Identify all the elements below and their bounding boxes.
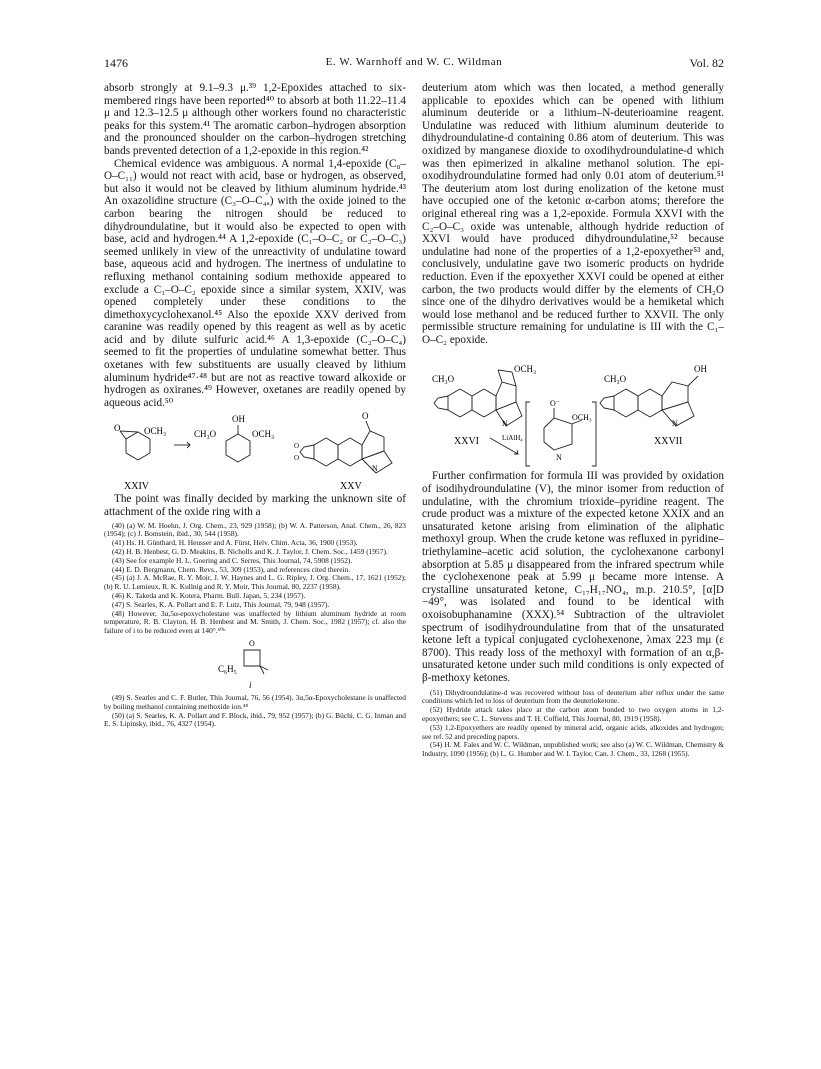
reagent-lialh4: LiAlH₄ (502, 434, 523, 443)
intermediate-o-minus: O⁻ (550, 399, 560, 409)
volume-label: Vol. 82 (689, 56, 724, 70)
footnote-54: (54) H. M. Fales and W. C. Wildman, unpublished work; see also (a) W. C. Wildman, Chemistry & Industry, 1090 (1956); (b) L. G. Humber and W. I. Taylor, Can. J. Chem., 33, 1268 (1955). (422, 740, 724, 759)
footnote-52: (52) Hydride attack takes place at the carbon atom bonded to two oxygen atoms in 1,2-epoxyethers; see C. L. Stevens and T. H. Coffield, This Journal, 80, 1919 (1958). (422, 705, 724, 723)
footnote-43: (43) See for example H. L. Goering and C. Serres, This Journal, 74, 5908 (1952). (112, 555, 353, 565)
left-column (104, 82, 406, 729)
i-label: i (249, 679, 252, 690)
label-xxvii: XXVII (654, 436, 683, 448)
diol-och3: OCH₃ (252, 429, 275, 440)
footnote-51: (51) Dihydroundulatine-d was recovered without loss of deuterium after reflux under the same conditions which led to loss of deuterium from the deuterioketone. (422, 687, 724, 706)
diol-ch3o: CH₃O (194, 429, 217, 440)
footnote-48: (48) However, 3α,5α-epoxycholestane was unaffected by lithium aluminum hydride at room temperature, R. B. Clayton, H. B. Henbest and M. Smith, J. Chem. Soc., 1982 (1957); cf. also the failure of i to be reduced even at 140°.⁵⁰ᵇ (104, 608, 406, 636)
xxvii-nitrogen: N (672, 419, 678, 429)
i-c6h5: C₆H₅ (218, 663, 237, 674)
page-number: 1476 (104, 56, 128, 70)
intermediate-och3: OCH₃ (572, 413, 592, 423)
structure-i (244, 650, 268, 674)
label-xxv: XXV (340, 481, 362, 493)
figure-i-oxetane (104, 636, 406, 694)
diol-oh: OH (232, 414, 245, 425)
footnote-47: (47) S. Searles, K. A. Pollart and E. F. Lutz, This Journal, 79, 948 (1957). (112, 599, 330, 609)
running-authors: E. W. Warnhoff and W. C. Wildman (325, 56, 503, 68)
xxv-oxygen: O (362, 411, 369, 422)
footnote-46: (46) K. Takeda and K. Kotera, Pharm. Bull. Japan, 5, 234 (1957). (112, 591, 306, 600)
right-paragraph-2: Further confirmation for formula III was provided by oxidation of isodihydroundulatine (V), the minor isomer from reduction of undulatine, with the chromium trioxide–pyridine reagent. The crude product was a mixture of the expected ketone XXIX and an unsaturated ketone arising from elimination of the aliphatic methoxyl group. When the crude ketone was refluxed in pyridine–triethylamine–acetic acid solution, the cyclohexanone carbonyl absorption at 5.85 μ disappeared from the infrared spectrum while the cyclohexenone peak at 5.99 μ became more intense. A crystalline unsaturated ketone, C₁₇H₁₇NO₄, m.p. 210.5°, [α]D −49°, was isolated and found to be identical with oxoisobuphanamine (XXX).⁵⁴ Subtraction of the ultraviolet spectrum of isodihydroundulatine from that of the unsaturated ketone left a typical conjugated cyclohexenone, λmax 223 mμ (ε 8700). This ready loss of the methoxyl with formation of an α,β-unsaturated ketone under such mild conditions is only expected of β-methoxy ketones. (422, 470, 724, 684)
footnote-41: (41) Hs. H. Günthard, H. Heusser and A. Fürst, Helv. Chim. Acta, 36, 1900 (1953). (112, 538, 358, 548)
xxv-methylenedioxy-o1: O (294, 442, 300, 451)
xxv-methylenedioxy-o2: O (294, 454, 300, 463)
xxvi-och3: OCH₃ (514, 364, 537, 375)
label-xxiv: XXIV (124, 481, 149, 493)
xxvi-ch3o: CH₃O (432, 374, 455, 385)
scheme-xxvi-xxvii (422, 346, 724, 470)
footnote-42: (42) H. B. Henbest, G. D. Meakins, B. Nicholls and K. J. Taylor, J. Chem. Soc., 1459 (1957). (112, 547, 388, 557)
structure-xxv (300, 421, 392, 473)
left-paragraph-2: Chemical evidence was ambiguous. A normal 1,4-epoxide (C₈–O–C₁₁) would not react with acid, base or hydrogen, as observed, but also it would not be cleaved by lithium aluminum hydride.⁴³ An oxazolidine structure (C₃–O–C₄ₐ) with the oxide joined to the carbon bearing the nitrogen should be reduced to dihydroundulatine, but it would also be expected to open with base, acid and hydrogen.⁴⁴ A 1,2-epoxide (C₁–O–C₂ or C₂–O–C₃) seemed unlikely in view of the unreactivity of undulatine toward base, aqueous acid and hydrogen. The inertness of undulatine to refluxing methanol containing sodium methoxide appeared to exclude a C₁–O–C₂ epoxide since a similar system, XXIV, was opened completely under these conditions to the dimethoxycyclohexanol.⁴⁵ Also the epoxide XXV derived from caranine was readily opened by this reagent as well as by acetic acid and by dilute sulfuric acid.⁴⁶ A 1,3-epoxide (C₂–O–C₄) seemed to fit the properties of undulatine somewhat better. Thus oxetanes with few substituents are usually cleaved by lithium aluminum hydride⁴⁷·⁴⁸ but are not as reactive toward alkoxide or hydrogen as oxiranes.⁴⁹ However, oxetanes are readily opened by aqueous acid.⁵⁰ (104, 157, 406, 409)
xxvi-nitrogen: N (502, 419, 508, 429)
label-xxvi: XXVI (454, 436, 479, 448)
xxvii-ch3o: CH₃O (604, 374, 627, 385)
intermediate-nitrogen: N (556, 453, 562, 463)
page-header (104, 56, 724, 72)
xxvii-oh: OH (694, 364, 707, 375)
xxiv-och3: OCH₃ (144, 426, 167, 437)
i-oxygen: O (249, 638, 255, 648)
left-paragraph-3: The point was finally decided by marking the unknown site of attachment of the oxide ring with a (104, 493, 406, 519)
left-paragraph-1: absorb strongly at 9.1–9.3 μ.³⁹ 1,2-Epoxides attached to six-membered rings have been reported⁴⁰ to absorb at both 11.22–11.4 μ and 12.3–12.5 μ although other workers found no characteristic peaks for this system.⁴¹ The aromatic carbon–hydrogen absorption and the pronounced shoulder on the carbon–hydrogen stretching bands prevented detection of a 1,2-epoxide in this region.⁴² (104, 82, 406, 157)
structure-dimethoxycyclohexanol (226, 425, 250, 462)
footnote-40: (40) (a) W. M. Hoehn, J. Org. Chem., 23, 929 (1958); (b) W. A. Patterson, Anal. Chem., 26, 823 (1954); (c) J. Bomstein, ibid., 30, 544 (1958). (104, 520, 406, 539)
right-column (422, 82, 724, 759)
xxiv-oxygen: O (114, 423, 121, 434)
xxv-nitrogen: N (372, 464, 378, 474)
right-paragraph-1: deuterium atom which was then located, a method generally applicable to epoxides which can be opened with lithium aluminum deuteride or a lithium–N-deuterioamine reagent. Undulatine was reduced with lithium aluminum deuteride to dihydroundulatine-d containing 0.86 atom of deuterium. This was oxidized by manganese dioxide to oxodihydroundulatine-d which was then epimerized in alkaline methanol solution. The epi-oxodihydroundulatine formed had only 0.01 atom of deuterium.⁵¹ The deuterium atom lost during enolization of the ketone must have occupied one of the ketonic α-carbon atoms; therefore the original ethereal ring was a 1,2-epoxide. Formula XXVI with the C₂–O–C₃ oxide was untenable, although hydride reduction of XXVI would have produced dihydroundulatine,⁵² because undulatine had none of the properties of a 1,2-epoxyether⁵³ and, conclusively, undulatine gave two isomeric products on hydride reduction. Even if the epoxyether XXVI could be opened at either carbon, the two products would differ by the elements of CH₂O since one of the dihydro derivatives would be a hemiketal which would lose methanol and be reduced further to XXVII. The only permissible structure remaining for undulatine is III with the C₁–O–C₂ epoxide. (422, 82, 724, 346)
footnote-45: (45) (a) J. A. McRae, R. Y. Moir, J. W. Haynes and L. G. Ripley, J. Org. Chem., 17, 1621 (1952); (b) R. U. Lemieux, R. K. Kullnig and R. Y. Moir, This Journal, 80, 2237 (1958). (104, 573, 406, 592)
footnote-53: (53) 1,2-Epoxyethers are readily opened by mineral acid, organic acids, alkoxides and hydrogen; see ref. 52 and preceding papers. (422, 722, 724, 741)
scheme-xxiv-xxv (104, 409, 406, 493)
footnote-44: (44) E. D. Bergmann, Chem. Revs., 53, 309 (1953), and references cited therein. (112, 564, 351, 574)
footnote-50: (50) (a) S. Searles, K. A. Pollart and F. Block, ibid., 79, 952 (1957); (b) G. Büchi, C. G. Inman and E. S. Lipinsky, ibid., 76, 4327 (1954). (104, 710, 406, 729)
footnote-49: (49) S. Searles and C. F. Butler, This Journal, 76, 56 (1954). 3α,5α-Epoxycholestane is unaffected by boiling methanol containing methoxide ion.⁴⁸ (104, 692, 406, 711)
